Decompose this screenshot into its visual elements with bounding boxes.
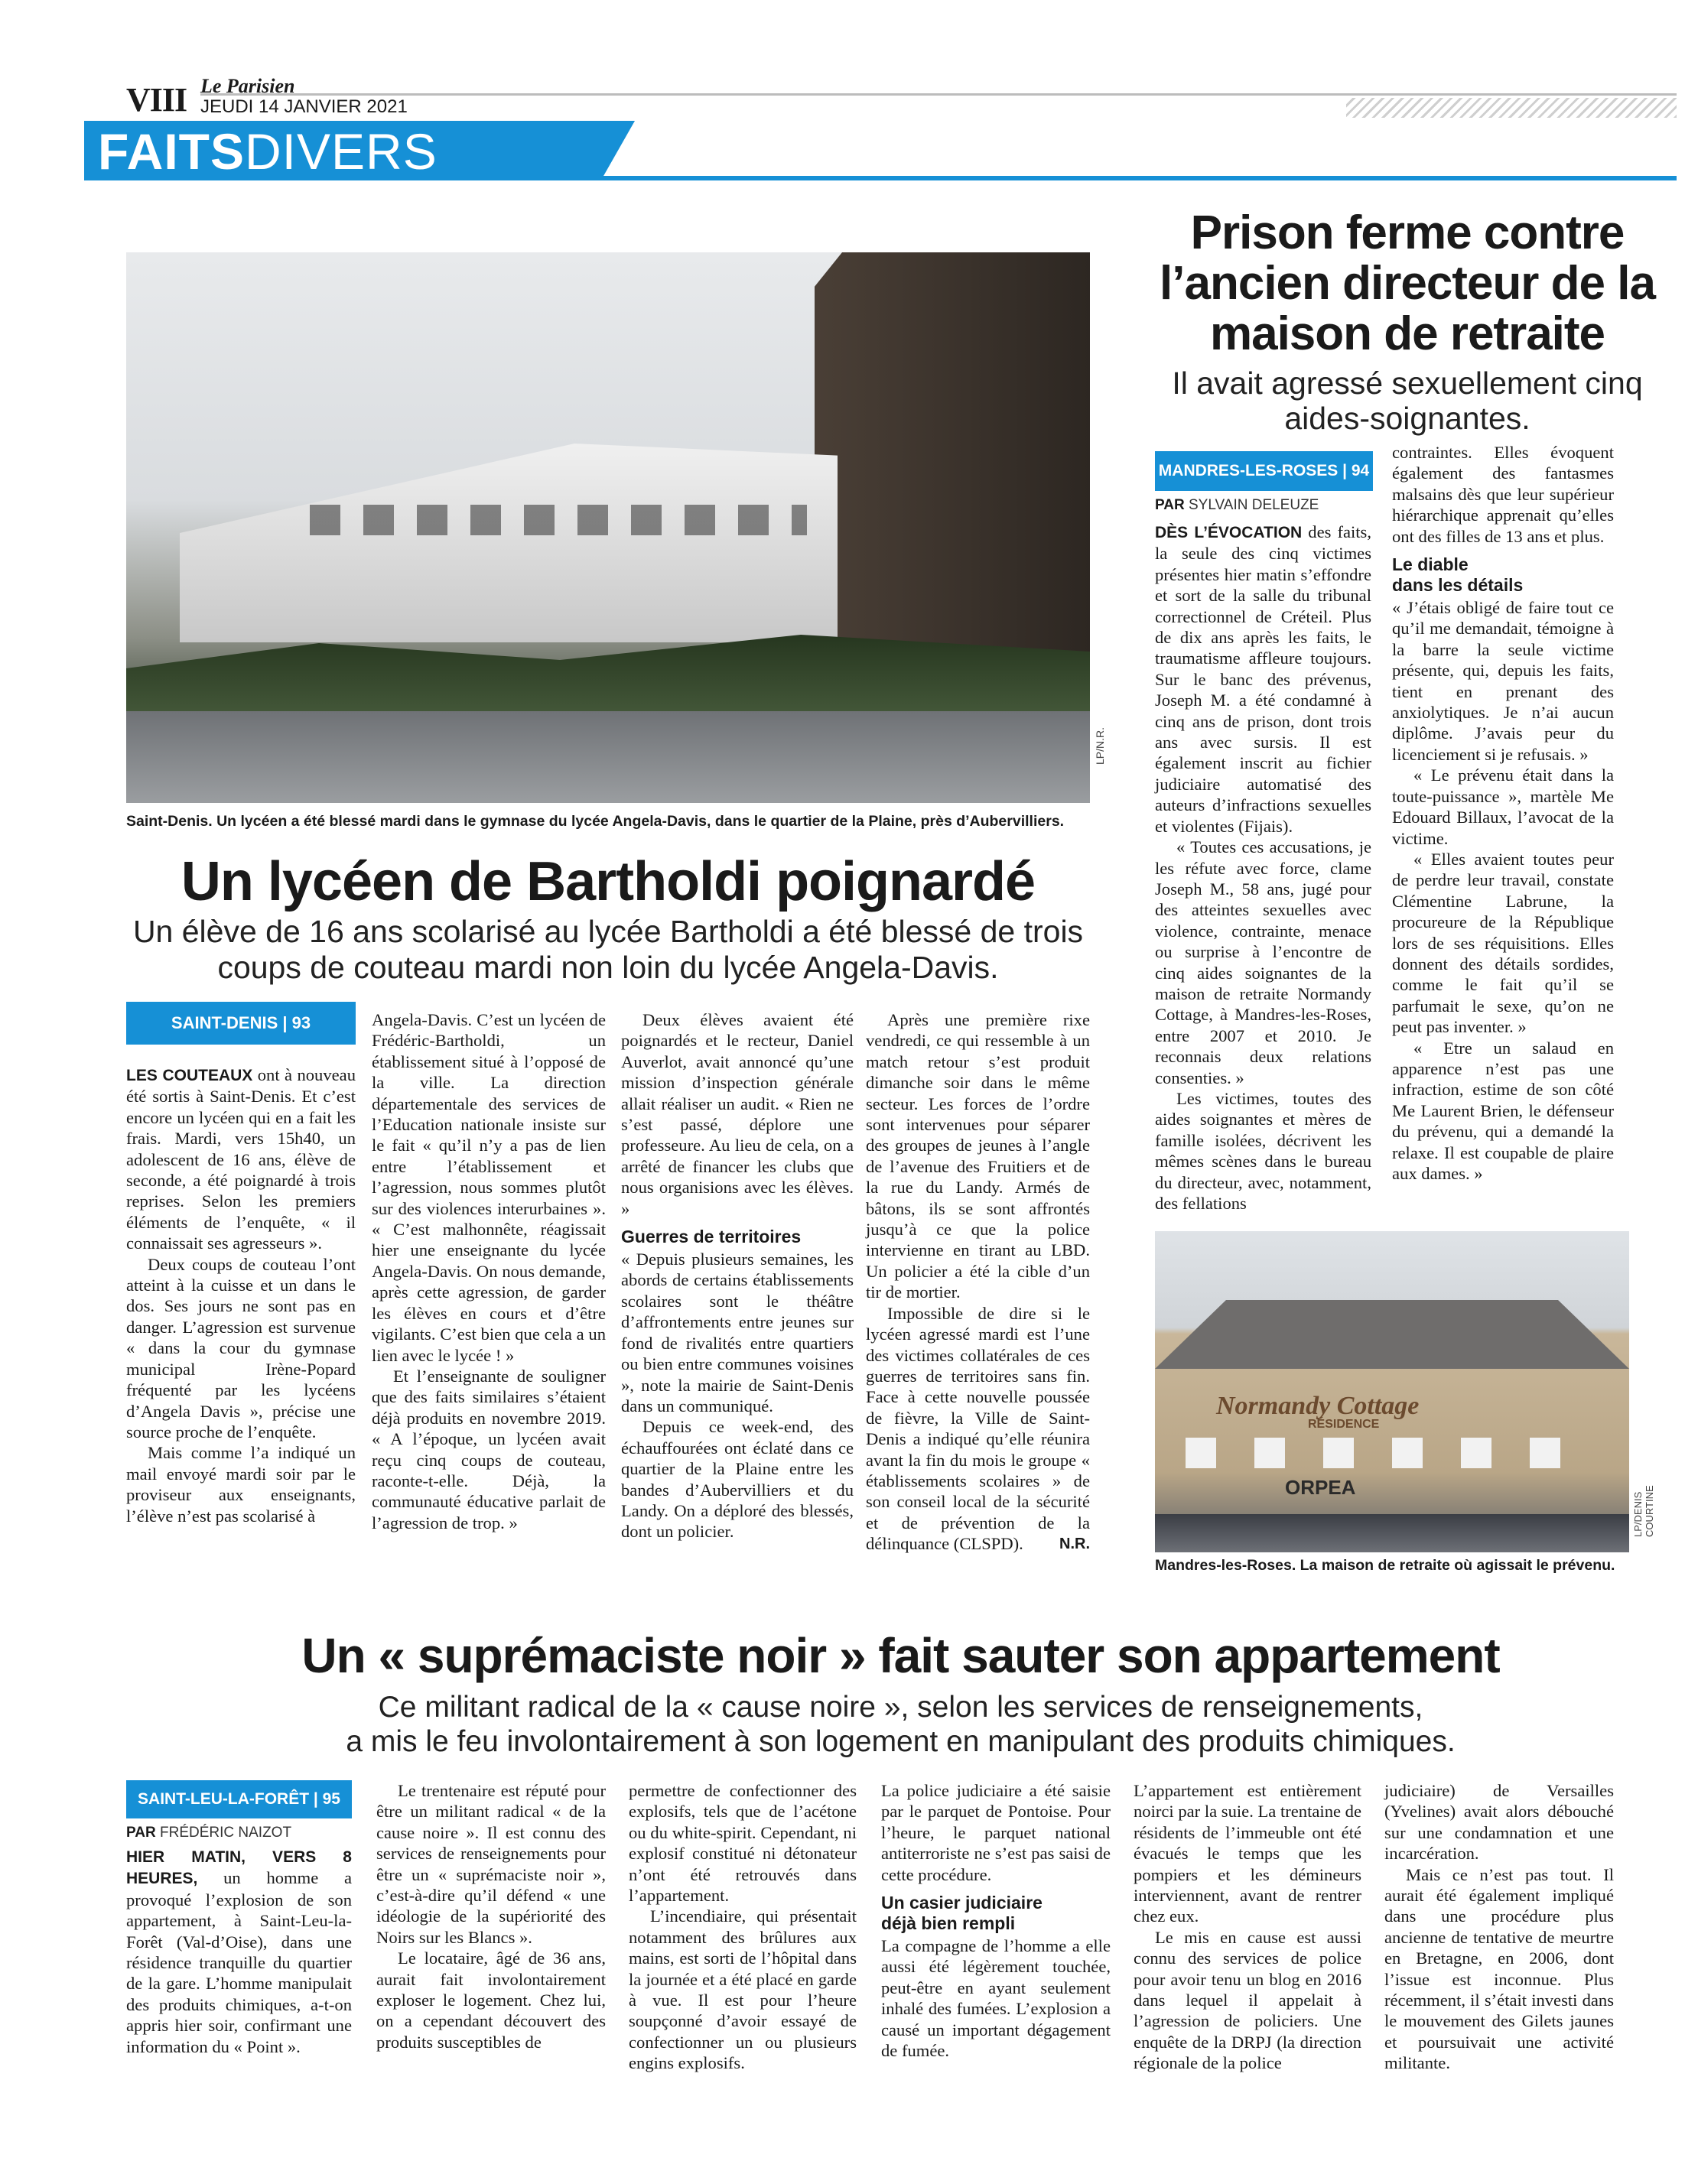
paragraph: judiciaire) de Versailles (Yvelines) avait alors débouché sur une condamnation et une incarcération. [1384,1781,1614,1864]
photo-hedge [126,635,1090,719]
photo-caption: Mandres-les-Roses. La maison de retraite où agissait le prévenu. [1155,1557,1615,1574]
subtitle-line-2: a mis le feu involontairement à son logement en manipulant des produits chimiques. [346,1725,1456,1758]
article-title: Prison ferme contre l’ancien directeur de la maison de retraite [1160,206,1655,360]
photo-sign-name: Normandy Cottage [1216,1392,1420,1420]
section-label [98,122,438,180]
lead-in: HIER MATIN, VERS 8 HEURES, [126,1848,352,1888]
photo-sign-residence: RÉSIDENCE [1308,1418,1380,1431]
paragraph: Après une première rixe vendredi, ce qui ressemble à un match retour s’est produit dimanche soir dans le même secteur. Les forces de l’ordre sont intervenues pour séparer des groupes de jeunes à l’angle de l’avenue des Fruitiers et de la rue du Landy. Armés de bâtons, ils se sont affrontés jusqu’à ce que la police intervienne en tirant au LBD. Un policier a été la cible d’un tir de mortier. [866,1010,1090,1302]
paragraph: Deux coups de couteau l’ont atteint à la cuisse et un dans le dos. Ses jours ne sont pas en danger. L’agression est survenue « dans la cour du gymnase municipal Irène-Popard fréquenté par les lycéens d’Angela Davis », précise une source proche de l’enquête. [126,1254,356,1441]
paragraph: « Le prévenu était dans la toute-puissance », martèle Me Edouard Billaux, l’avocat de la victime. [1392,765,1614,848]
paragraph: contraintes. Elles évoquent également des fantasmes malsains dès que leur supérieur hiérarchique apprenait qu’elles ont des filles de 13 ans et plus. [1392,443,1614,546]
paragraph: Le mis en cause est aussi connu des services de police pour avoir tenu un blog en 2016 dans lequel il appelait à l’agression de policiers. Une enquête de la DRPJ (la direction régionale de la police [1134,1927,1361,2073]
photo-building-wing [180,444,838,642]
paragraph: Impossible de dire si le lycéen agressé mardi est l’une des victimes collatérales de ces guerres de territoires sans fin. Face à cette nouvelle poussée de fièvre, la Ville de Saint-Denis a indiqué qu’elle réunira avant la fin du mois le groupe « établissements scolaires » de son conseil local de la sécurité et de prévention de la délinquance (CLSPD). [866,1303,1090,1554]
article1-column-4 [866,1009,1090,1555]
paragraph: Les victimes, toutes des aides soignantes et mères de famille isolées, décrivent les mêmes scènes dans le bureau du directeur, avec, notamment, des fellations [1155,1088,1371,1213]
signature: N.R. [1059,1535,1090,1552]
paragraph: L’appartement est entièrement noirci par la suie. La trentaine de résidents de l’immeuble ont été évacués le temps que les pompiers et les démineurs interviennent, avant de rentrer chez eux. [1134,1781,1361,1926]
lead-in: DÈS L’ÉVOCATION [1155,524,1303,541]
subtitle-line-1: Ce militant radical de la « cause noire », selon les services de renseignements, [378,1691,1423,1724]
byline [126,1825,291,1841]
location-tag: SAINT-DENIS | 93 [126,1002,356,1045]
photo-credit: LP/N.R. [1094,726,1106,765]
article1-column-2 [372,1009,606,1533]
subheading-line-1: Le diable [1392,554,1469,575]
article3-column-4 [881,1780,1111,2061]
paragraph: « Depuis plusieurs semaines, les abords de certains établissements scolaires sont le théâtre d’affrontements entre jeunes sur fond de rivalités entre quartiers ou bien entre communes voisines », note la mairie de Saint-Denis dans un communiqué. [621,1250,854,1415]
paragraph: « Elles avaient toutes peur de perdre leur travail, constate Clémentine Labrune, la procureure de la République lors de ses réquisitions. Elles donnent des détails sordides, comme le fait qu’il se parfumait le sexe, qu’on ne peut pas inventer. » [1392,849,1614,1037]
article-title: Un « suprémaciste noir » fait sauter son appartement [301,1628,1500,1683]
article-subtitle: Il avait agressé sexuellement cinq aides-soignantes. [1172,366,1643,436]
article2-column-1 [1155,522,1371,1214]
lead-in: LES COUTEAUX [126,1067,253,1084]
lycee-photo [126,252,1090,803]
paragraph: « Etre un salaud en apparence n’est pas une infraction, estime de son côté Me Laurent Brien, le défenseur du prévenu, qui a demandé la relaxe. Il est coupable de plaire aux dames. » [1392,1038,1614,1183]
article-subtitle: Un élève de 16 ans scolarisé au lycée Bartholdi a été blessé de trois coups de couteau mardi non loin du lycée Angela-Davis. [132,914,1084,985]
paragraph: Le locataire, âgé de 36 ans, aurait fait involontairement exploser le logement. Chez lui, on a cependant découvert des produits susceptibles de [376,1948,606,2052]
paragraph: Le trentenaire est réputé pour être un militant radical « de la cause noire ». Il est connu des services de renseignements pour être un « suprémaciste noir », c’est-à-dire qu’il défend « une idéologie de la supériorité des Noirs sur les Blancs ». [376,1781,606,1947]
photo-building-tower [815,252,1090,681]
paragraph: Mais ce n’est pas tout. Il aurait été également impliqué dans une procédure plus ancienne de tentative de meurtre en Bretagne, en 2006, dont l’issue est inconnue. Plus récemment, il s’était investi dans le mouvement des Gilets jaunes et poursuivait une activité militante. [1384,1864,1614,2073]
article2-column-2 [1392,442,1614,1184]
subheading: Guerres de territoires [621,1227,802,1247]
article3-column-1 [126,1846,352,2057]
paragraph: Depuis ce week-end, des échauffourées ont éclaté dans ce quartier de la Plaine entre les bandes d’Aubervilliers et du Landy. On a déploré des blessés, dont un policier. [621,1417,854,1542]
photo-windows [1186,1438,1599,1468]
article3-column-6 [1384,1780,1614,2074]
section-label-light: DIVERS [245,123,438,180]
paragraph: « Toutes ces accusations, je les réfute avec force, clame Joseph M., 58 ans, jugé pour des atteintes sexuelles avec violence, contrainte, menace ou surprise à l’encontre de cinq aides soignantes de la maison de retraite Normandy Cottage, à Mandres-les-Roses, entre 2007 et 2010. Je reconnais deux relations consenties. » [1155,837,1371,1087]
subheading-line-2: déjà bien rempli [881,1913,1016,1934]
article-title: Un lycéen de Bartholdi poignardé [181,851,1036,912]
article3-column-5 [1134,1780,1361,2074]
subheading [1392,554,1614,596]
paragraph: La compagne de l’homme a elle aussi été légèrement touchée, peut-être en ayant seulement inhalé des fumées. L’explosion a causé un important dégagement de fumée. [881,1936,1111,2061]
header-rule [200,93,1677,96]
subheading [881,1893,1111,1934]
subheading-line-2: dans les détails [1392,575,1524,596]
photo-road [126,711,1090,803]
retirement-home-photo [1155,1231,1629,1552]
paragraph: des faits, la seule des cinq victimes présentes hier matin s’effondre et sort de la salle du tribunal correctionnel de Créteil. Plus de dix ans après les faits, le traumatisme affleure toujours. Sur le banc des prévenus, Joseph M. a été condamné à cinq ans de prison, dont trois ans avec sursis. Il est également inscrit au fichier judiciaire automatisé des auteurs d’infractions sexuelles et violentes (Fijais). [1155,522,1371,836]
location-tag: SAINT-LEU-LA-FORÊT | 95 [126,1780,352,1818]
photo-sign [1216,1392,1537,1431]
article1-column-3 [621,1009,854,1542]
photo-sign-brand: ORPEA [1285,1476,1356,1499]
paragraph: ont à nouveau été sortis à Saint-Denis. Et c’est encore un lycéen qui en a fait les frais. Mardi, vers 15h40, un adolescent de 16 ans, élève de seconde, a été poignardé à trois reprises. Selon les premiers éléments de l’enquête, « il connaissait ses agresseurs ». [126,1065,356,1253]
byline-prefix: PAR [126,1825,156,1841]
byline-author: SYLVAIN DELEUZE [1189,497,1319,513]
paragraph: L’incendiaire, qui présentait notamment des brûlures aux mains, est sorti de l’hôpital dans la journée et a été placé en garde à vue. Il est pour l’heure soupçonné d’avoir essayé de confectionner un ou plusieurs engins explosifs. [629,1906,857,2073]
article1-column-1 [126,1064,356,1526]
photo-credit: LP/DENIS COURTINE [1632,1485,1655,1537]
page-number: VIII [126,81,187,119]
article3-column-2 [376,1780,606,2052]
article3-column-3 [629,1780,857,2074]
paragraph: Deux élèves avaient été poignardés et le recteur, Daniel Auverlot, avait annoncé qu’une mission d’inspection générale allait réaliser un audit. « Rien ne s’est passé, déplore une professeure. Au lieu de cela, on a arrêté de financer les clubs que nous organisions avec les élèves. » [621,1010,854,1218]
paragraph: Mais comme l’a indiqué un mail envoyé mardi soir par le proviseur aux enseignants, l’élève n’est pas scolarisé à [126,1443,356,1526]
paragraph: « J’étais obligé de faire tout ce qu’il me demandait, témoigne à la barre la seule victime présente, qui, depuis les faits, tient en prenant des anxiolytiques. Je n’ai aucun diplôme. J’avais peur du licenciement si je refusais. » [1392,598,1614,764]
subheading-line-1: Un casier judiciaire [881,1893,1043,1913]
paragraph: Et l’enseignante de souligner que des faits similaires s’étaient déjà produits en novembre 2019. « A l’époque, un lycéen avait reçu cinq coups de couteau, raconte-t-elle. Déjà, la communauté éducative parlait de l’agression de trop. » [372,1366,606,1532]
paragraph: permettre de confectionner des explosifs, tels que de l’acétone ou du white-spirit. Cependant, ni explosif constitué ni détonateur n’ont été retrouvés dans l’appartement. [629,1781,857,1906]
article-subtitle [126,1690,1675,1759]
photo-caption: Saint-Denis. Un lycéen a été blessé mardi dans le gymnase du lycée Angela-Davis, dans le quartier de la Plaine, près d’Aubervilliers. [126,813,1065,830]
paragraph: un homme a provoqué l’explosion de son appartement, à Saint-Leu-la-Forêt (Val-d’Oise), dans une résidence tranquille du quartier de la gare. L’homme manipulait des produits chimiques, a-t-on appris hier soir, confirmant une information du « Point ». [126,1868,352,2056]
section-label-bold: FAITS [98,123,246,180]
photo-cars [1155,1514,1629,1552]
header-hatch [1346,98,1677,118]
paragraph: Angela-Davis. C’est un lycéen de Frédéric-Bartholdi, un établissement situé à l’opposé de la ville. La direction départementale des services de l’Education nationale insiste sur le fait « qu’il n’y a pas de lien entre l’établissement et l’agression, nous sommes plutôt sur des violences interurbaines ». « C’est malhonnête, réagissait hier une enseignante du lycée Angela-Davis. On nous demande, après cette agression, de garder les élèves en cours et d’être vigilants. C’est bien que cela a un lien avec le lycée ! » [372,1010,606,1365]
photo-windows [310,505,807,535]
byline-author: FRÉDÉRIC NAIZOT [160,1825,292,1841]
issue-date: JEUDI 14 JANVIER 2021 [200,96,408,117]
byline [1155,497,1319,514]
location-tag: MANDRES-LES-ROSES | 94 [1155,451,1373,491]
photo-roof [1155,1300,1629,1369]
byline-prefix: PAR [1155,497,1185,513]
masthead: Le Parisien [200,75,295,97]
paragraph: La police judiciaire a été saisie par le parquet de Pontoise. Pour l’heure, le parquet national antiterroriste ne s’est pas saisi de cette procédure. [881,1781,1111,1884]
